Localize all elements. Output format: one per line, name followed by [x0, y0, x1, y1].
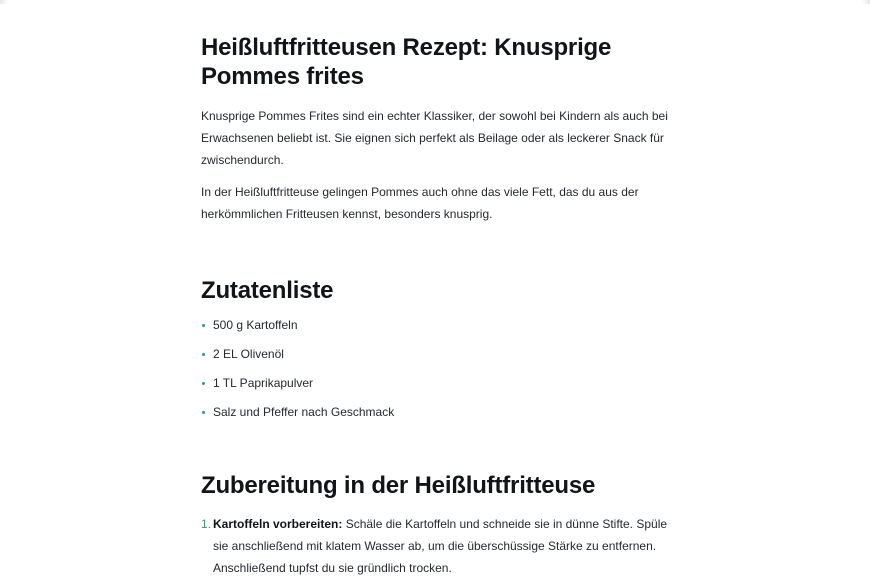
ingredient-text: Salz und Pfeffer nach Geschmack: [213, 405, 395, 419]
bullet-icon: [202, 411, 205, 414]
step-text: Schäle die Kartoffeln und schneide sie in dünne Stifte. Spüle sie anschließend mit klatem Wasser ab, um die überschüssige Stärke zu entfernen. Anschließend tupfst du sie gründlich trocken.: [213, 517, 668, 575]
step-title: Kartoffeln vorbereiten:: [213, 517, 343, 531]
preparation-heading: Zubereitung in der Heißluftfritteuse: [201, 472, 596, 499]
ingredient-item: [201, 318, 681, 333]
intro-paragraph-2: In der Heißluftfritteuse gelingen Pommes auch ohne das viele Fett, das du aus der herkömmlichen Fritteusen kennst, besonders knusprig.: [201, 185, 639, 221]
bullet-icon: [202, 324, 205, 327]
ingredients-heading: Zutatenliste: [201, 277, 334, 304]
window-corner-shadow-left: [0, 0, 8, 4]
bullet-icon: [202, 382, 205, 385]
preparation-steps: [201, 513, 681, 579]
window-corner-shadow-right: [862, 0, 870, 4]
bullet-icon: [202, 353, 205, 356]
ingredient-text: 1 TL Paprikapulver: [213, 376, 314, 390]
intro-paragraph-1: Knusprige Pommes Frites sind ein echter Klassiker, der sowohl bei Kindern als auch bei Erwachsenen beliebt ist. Sie eignen sich perfekt als Beilage oder als leckerer Snack für zwischendurch.: [201, 109, 668, 167]
step-item: [201, 513, 681, 579]
ingredient-text: 2 EL Olivenöl: [213, 347, 284, 361]
ingredient-item: [201, 405, 681, 420]
step-number: 1.: [201, 517, 212, 531]
ingredient-list: [201, 318, 681, 420]
ingredient-text: 500 g Kartoffeln: [213, 318, 298, 332]
ingredient-item: [201, 347, 681, 362]
recipe-article: [201, 0, 681, 579]
ingredient-item: [201, 376, 681, 391]
article-title: Heißluftfritteusen Rezept: Knusprige Pommes frites: [201, 34, 612, 90]
